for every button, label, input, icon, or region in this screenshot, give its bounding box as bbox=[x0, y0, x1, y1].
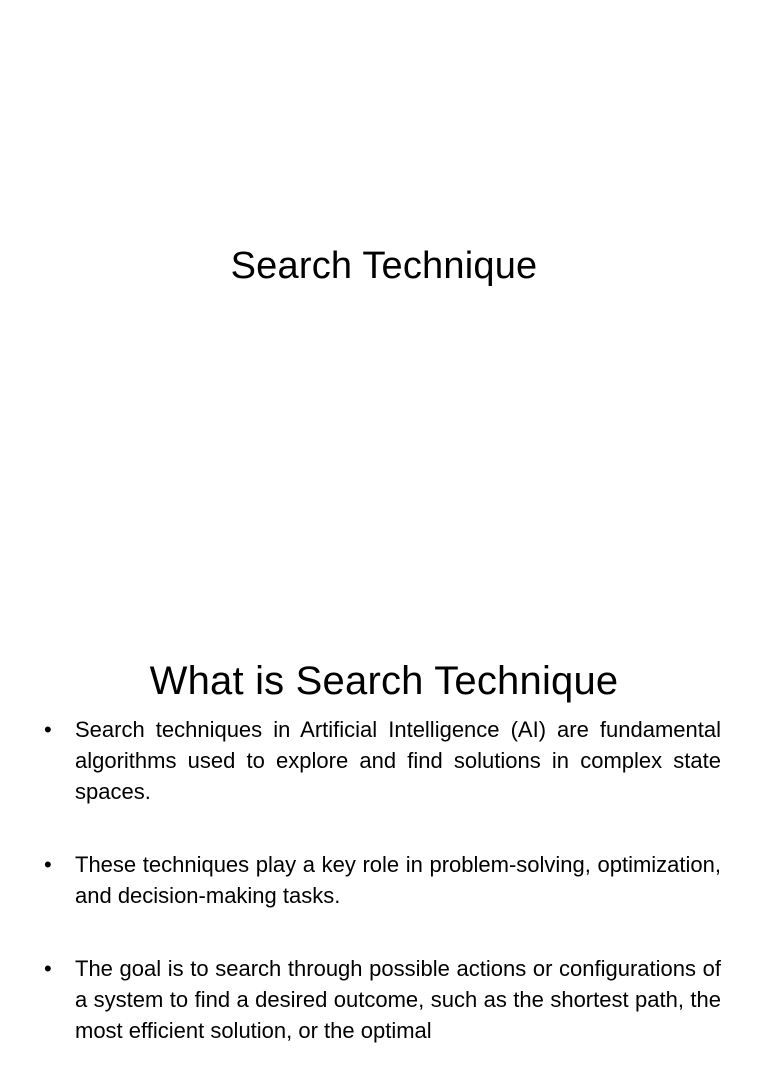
slide-title: Search Technique bbox=[230, 245, 538, 288]
bullet-item bbox=[0, 953, 768, 1046]
bullet-text: Search techniques in Artificial Intelligence (AI) are fundamental algorithms used to explore and find solutions in complex state spaces. bbox=[75, 717, 721, 804]
bullet-icon: • bbox=[44, 717, 52, 742]
bullet-text: These techniques play a key role in problem-solving, optimization, and decision-making tasks. bbox=[75, 852, 721, 908]
bullet-text: The goal is to search through possible actions or configurations of a system to find a desired outcome, such as the shortest path, the most efficient solution, or the optimal bbox=[75, 956, 721, 1043]
slide-content-page bbox=[0, 576, 768, 1043]
bullet-icon: • bbox=[44, 956, 52, 981]
slide-heading: What is Search Technique bbox=[149, 659, 619, 704]
bullet-icon: • bbox=[44, 852, 52, 877]
bullet-item bbox=[0, 714, 768, 807]
bullet-item bbox=[0, 849, 768, 911]
bullet-list bbox=[0, 714, 768, 1088]
